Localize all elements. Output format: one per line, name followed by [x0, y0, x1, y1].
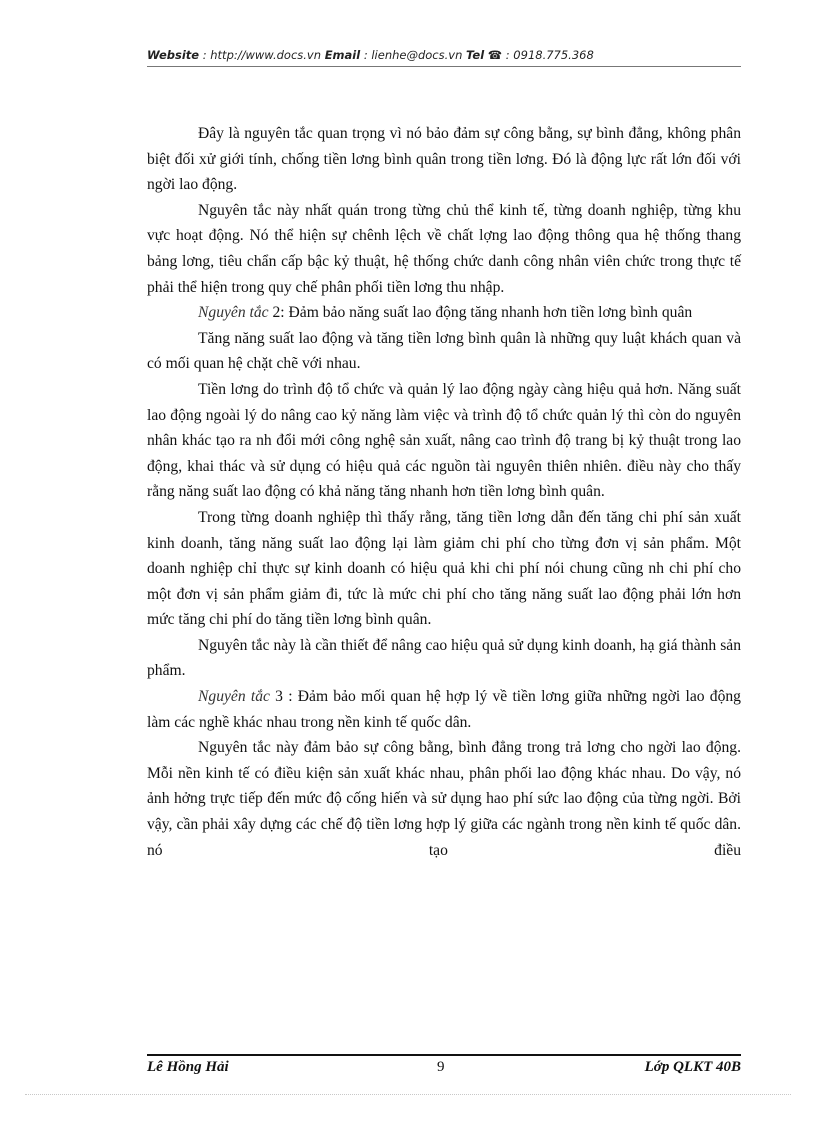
footer-divider	[147, 1054, 741, 1056]
page-number: 9	[437, 1059, 445, 1075]
principle-3-label: Nguyên tắc	[198, 688, 270, 706]
paragraph-2: Nguyên tắc này nhất quán trong từng chủ thể kinh tế, từng doanh nghiệp, từng khu vực hoạt động. Nó thể hiện sự chênh lệch về chất lợng lao động thông qua hệ thống thang bảng lơng, tiêu chẩn cấp bậc kỷ thuật, hệ thống chức danh công nhân viên chức trong thực tế phải thể hiện trong quy chế phân phối tiền lơng thu nhập.	[147, 201, 741, 296]
paragraph-7: Nguyên tắc này là cần thiết để nâng cao hiệu quả sử dụng kinh doanh, hạ giá thành sản phẩm.	[147, 636, 741, 680]
paragraph-5: Tiền lơng do trình độ tổ chức và quản lý lao động ngày càng hiệu quả hơn. Năng suất lao động ngoài lý do nâng cao kỷ năng làm việc và trình độ tổ chức quản lý thì còn do nguyên nhân khác tạo ra nh đổi mới công nghệ sản xuất, nâng cao trình độ trang bị kỷ thuật trong lao động, khai thác và sử dụng có hiệu quả các nguồn tài nguyên thiên nhiên. điều này cho thấy rằng năng suất lao động có khả năng tăng nhanh hơn tiền lơng bình quân.	[147, 380, 741, 501]
paragraph-9: Nguyên tắc này đảm bảo sự công bằng, bình đẳng trong trả lơng cho ngời lao động. Mỗi nền kinh tế có điều kiện sản xuất khác nhau, phân phối lao động khác nhau. Do vậy, nó ảnh hởng trực tiếp đến mức độ cống hiến và sử dụng hao phí sức lao động của từng ngời. Bởi vậy, cần phải xây dựng các chế độ tiền lơng hợp lý giữa các ngành trong nền kinh tế quốc dân. nó tạo điều	[147, 739, 741, 859]
document-body	[147, 121, 741, 863]
page-footer	[147, 1059, 741, 1083]
email-label: Email	[324, 48, 361, 62]
website-value: : http://www.docs.vn	[199, 48, 325, 62]
paragraph-4: Tăng năng suất lao động và tăng tiền lơng bình quân là những quy luật khách quan và có mối quan hệ chặt chẽ với nhau.	[147, 329, 741, 373]
footer-class: Lớp QLKT 40B	[644, 1059, 741, 1075]
website-label: Website	[147, 48, 200, 62]
paragraph-6: Trong từng doanh nghiệp thì thấy rằng, tăng tiền lơng dẫn đến tăng chi phí sản xuất kinh doanh, tăng năng suất lao động lại làm giảm chi phí cho từng đơn vị sản phẩm. Một doanh nghiệp chỉ thực sự kinh doanh có hiệu quả khi chi phí nói chung cũng nh chi phí cho một đơn vị sản phẩm giảm đi, tức là mức chi phí cho tăng năng suất lao động phải lớn hơn mức tăng chi phí do tăng tiền lơng bình quân.	[147, 508, 741, 629]
page-header	[147, 48, 741, 62]
email-value: : lienhe@docs.vn	[360, 48, 467, 62]
header-divider	[147, 66, 741, 67]
principle-2-label: Nguyên tắc	[198, 304, 269, 322]
principle-3-text: 3 : Đảm bảo mối quan hệ hợp lý về tiền lơng giữa những ngời lao động làm các nghề khác nhau trong nền kinh tế quốc dân.	[147, 688, 741, 731]
principle-2-text: 2: Đảm bảo năng suất lao động tăng nhanh hơn tiền lơng bình quân	[268, 304, 693, 322]
tel-label: Tel	[466, 48, 485, 62]
paragraph-principle-2	[147, 300, 741, 326]
footer-author: Lê Hồng Hải	[147, 1059, 229, 1075]
phone-icon: ☎	[487, 48, 503, 62]
paragraph-principle-3	[147, 684, 741, 735]
paragraph-1: Đây là nguyên tắc quan trọng vì nó bảo đảm sự công bằng, sự bình đẳng, không phân biệt đối xử giới tính, chống tiền lơng bình quân trong tiền lơng. Đó là động lực rất lớn đối với ngời lao động.	[147, 125, 741, 194]
tel-value: : 0918.775.368	[502, 48, 594, 62]
page-edge-dotted-line	[25, 1094, 791, 1095]
